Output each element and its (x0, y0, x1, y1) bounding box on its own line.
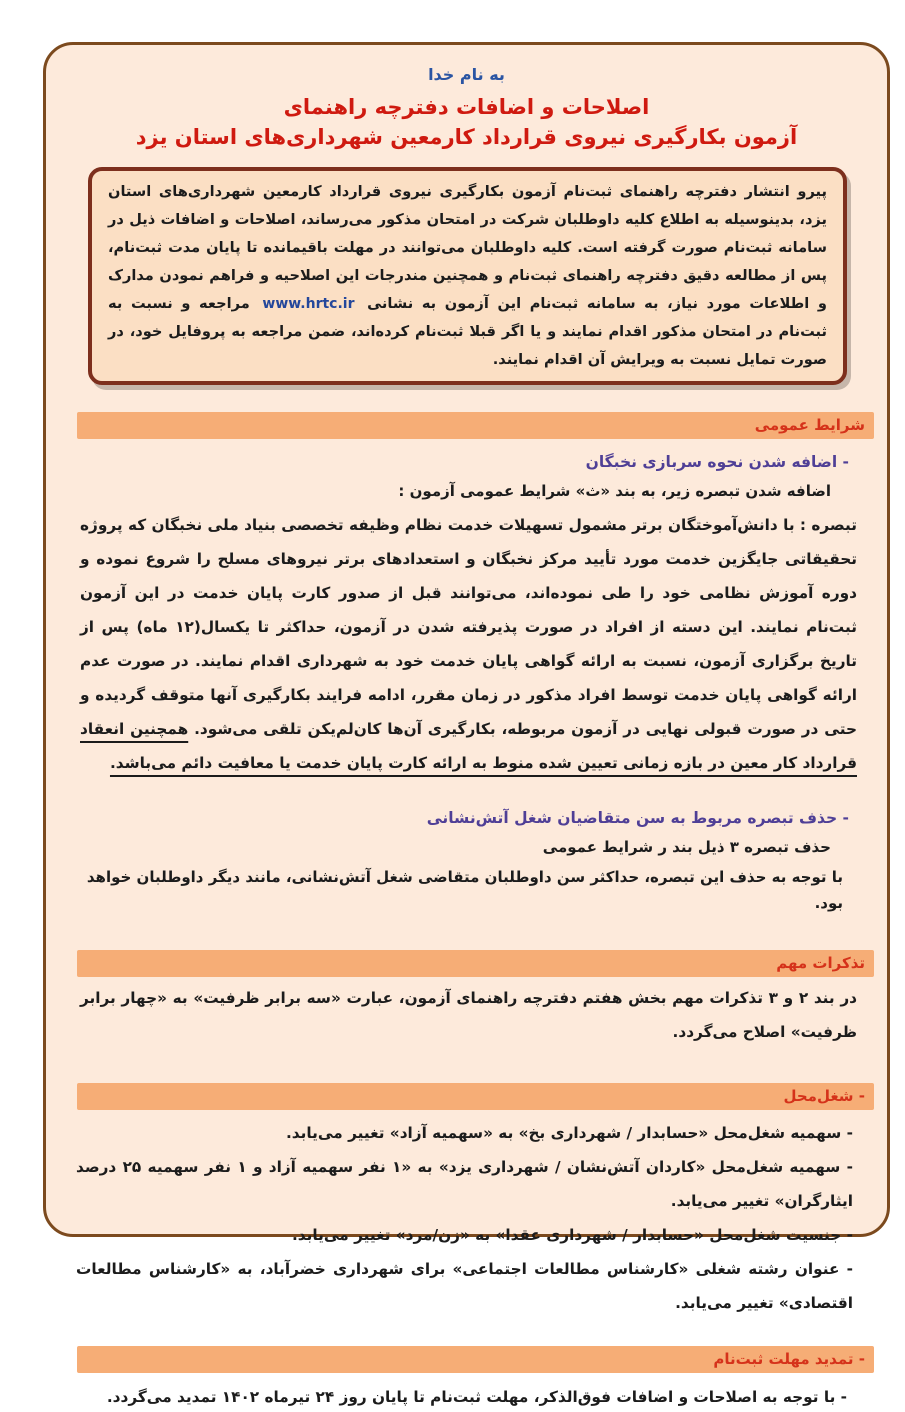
subheading-elite-military-service: - اضافه شدن نحوه سربازی نخبگان (585, 453, 849, 471)
subheading-firefighter-age-note-removal: - حذف تبصره مربوط به سن متقاضیان شغل آتش‌نشانی (426, 809, 849, 827)
section-bar-registration-extension: - تمدید مهلت ثبت‌نام (77, 1346, 874, 1373)
job-change-item: - سهمیه شغل‌محل «کاردان آتش‌نشان / شهرداری یزد» به «۱ نفر سهمیه آزاد و ۱ نفر سهمیه ۲۵ درصد ایثارگران» تغییر می‌یابد. (76, 1158, 853, 1210)
general-sub1-intro: اضافه شدن تبصره زیر، به بند «ث» شرایط عمومی آزمون : (398, 482, 831, 500)
registration-site-link[interactable]: www.hrtc.ir (262, 296, 355, 312)
page-title-line1: اصلاحات و اضافات دفترچه راهنمای (283, 95, 650, 119)
job-change-item: - سهمیه شغل‌محل «حسابدار / شهرداری بخ» به «سهمیه آزاد» تغییر می‌یابد. (285, 1124, 853, 1142)
section-bar-important-notes: تذکرات مهم (77, 950, 874, 977)
section-bar-general-conditions: شرایط عمومی (77, 412, 874, 439)
intro-text-after-link: مراجعه و نسبت به ثبت‌نام در امتحان مذکور اقدام نمایند و یا اگر قبلا ثبت‌نام کرده‌اند، ضمن مراجعه به پروفایل خود، در صورت تمایل نسبت به ویرایش آن اقدام نمایند. (108, 295, 827, 368)
job-position-changes-list (46, 1116, 887, 1320)
announcement-page (43, 42, 890, 1406)
job-change-item: - عنوان رشته شغلی «کارشناس مطالعات اجتماعی» برای شهرداری خضرآباد، به «کارشناس مطالعات اقتصادی» تغییر می‌یابد. (76, 1260, 853, 1312)
job-change-item: - جنسیت شغل‌محل «حسابدار / شهرداری عقدا» به «زن/مرد» تغییر می‌یابد. (291, 1226, 853, 1244)
firefighter-note-line2: با توجه به حذف این تبصره، حداکثر سن داوطلبان متقاضی شغل آتش‌نشانی، مانند دیگر داوطلبان خواهد بود. (86, 868, 843, 912)
page-title (46, 92, 887, 152)
registration-extension-text: - با توجه به اصلاحات و اضافات فوق‌الذکر، مهلت ثبت‌نام تا پایان روز ۲۴ تیرماه ۱۴۰۲ تمدید می‌گردد. (106, 1388, 847, 1406)
firefighter-note-line1: حذف تبصره ۳ ذیل بند ر شرایط عمومی (542, 838, 831, 856)
important-notes-paragraph: در بند ۲ و ۳ تذکرات مهم بخش هفتم دفترچه راهنمای آزمون، عبارت «سه برابر ظرفیت» به «چهار برابر ظرفیت» اصلاح می‌گردد. (80, 989, 857, 1041)
section-bar-job-positions: - شغل‌محل (77, 1083, 874, 1110)
elite-service-note-paragraph (80, 508, 857, 780)
intro-notice-box (88, 167, 847, 385)
intro-text-before-link: پیرو انتشار دفترچه راهنمای ثبت‌نام آزمون بکارگیری نیروی قرارداد کارمعین شهرداری‌های استان یزد، بدینوسیله به اطلاع کلیه داوطلبان شرکت در امتحان مذکور می‌رساند، اصلاحات و اضافات ذیل در سامانه ثبت‌نام صورت گرفته است. کلیه داوطلبان می‌توانند در مهلت باقیمانده تا پایان مدت ثبت‌نام، پس از مطالعه دقیق دفترچه راهنمای ثبت‌نام و همچنین مندرجات این اصلاحیه و فراهم نمودن مدارک و اطلاعات مورد نیاز، به سامانه ثبت‌نام این آزمون به نشانی (108, 183, 827, 312)
elite-service-note-underlined: همچنین انعقاد قرارداد کار معین در بازه زمانی تعیین شده منوط به ارائه کارت پایان خدمت یا معافیت دائم می‌باشد. (80, 720, 857, 772)
page-title-line2: آزمون بکارگیری نیروی قرارداد کارمعین شهرداری‌های استان یزد (135, 125, 798, 149)
bismillah-text: به نام خدا (428, 65, 505, 84)
elite-service-note-text: تبصره : با دانش‌آموختگان برتر مشمول تسهیلات خدمت نظام وظیفه تخصصی بنیاد ملی نخبگان که پروژه تحقیقاتی جایگزین خدمت مورد تأیید مرکز نخبگان و استعدادهای برتر نیروهای مسلح را شروع نموده و دوره آموزش نظامی خود را طی نموده‌اند، می‌توانند قبل از صدور کارت پایان خدمت در این آزمون ثبت‌نام نمایند. این دسته از افراد در صورت پذیرفته شدن در آزمون، حداکثر تا یکسال(۱۲ ماه) پس از تاریخ برگزاری آزمون، نسبت به ارائه گواهی پایان خدمت خود به شهرداری اقدام نمایند. در صورت عدم ارائه گواهی پایان خدمت توسط افراد مذکور در زمان مقرر، ادامه فرایند بکارگیری آنها متوقف گردیده و حتی در صورت قبولی نهایی در آزمون مربوطه، بکارگیری آن‌ها کان‌لم‌یکن تلقی می‌شود. (80, 516, 857, 738)
